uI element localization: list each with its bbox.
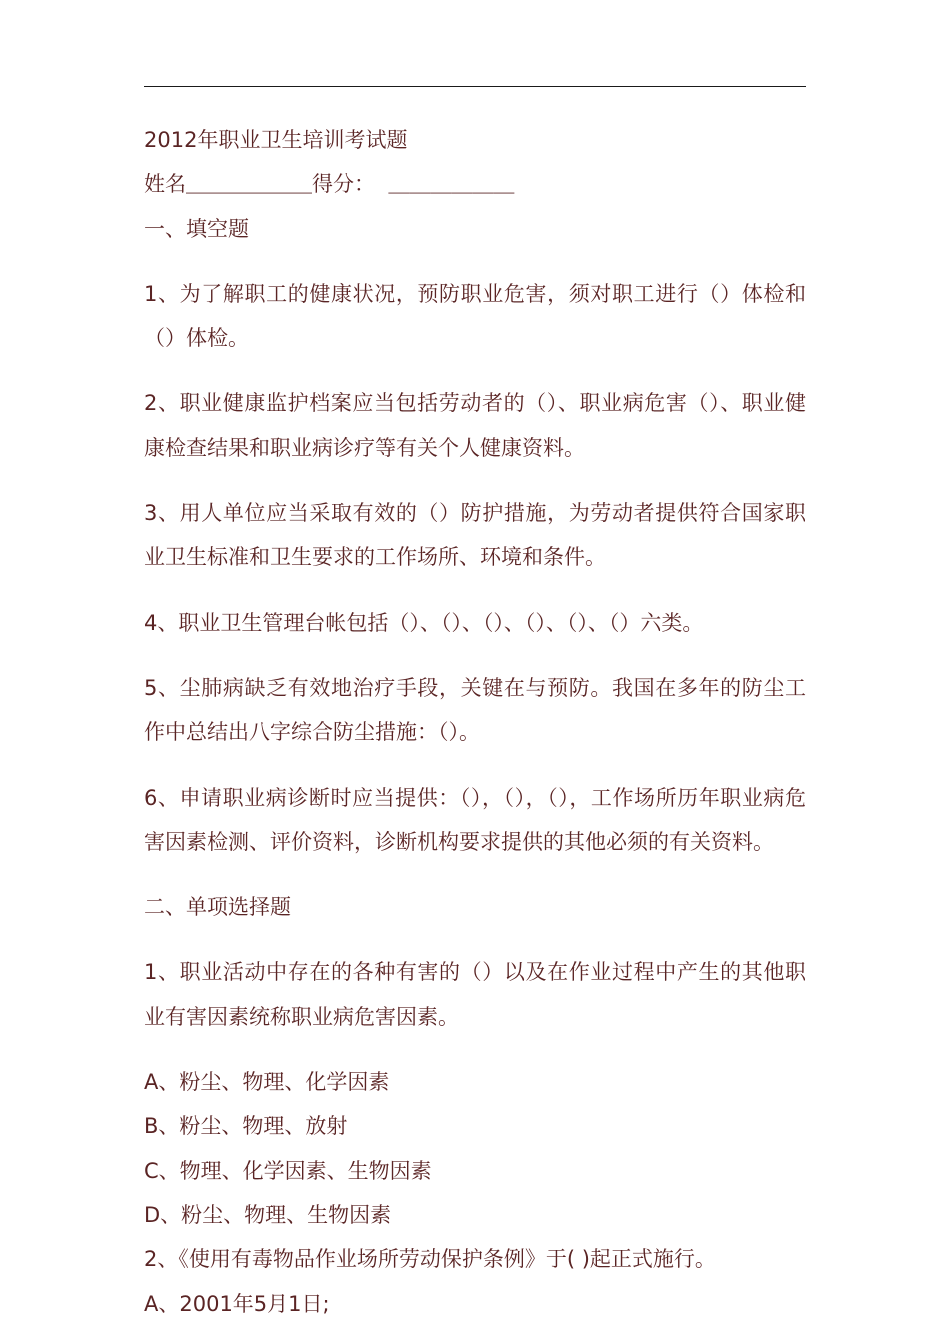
fill-blank-question-6: 6、申请职业病诊断时应当提供：（），（），（），工作场所历年职业病危害因素检测、评价资料，诊断机构要求提供的其他必须的有关资料。 — [144, 785, 806, 854]
choice-question-1-option-a: A、粉尘、物理、化学因素 — [144, 1070, 390, 1095]
page-title: 2012年职业卫生培训考试题 — [144, 128, 408, 152]
fill-blank-question-4: 4、职业卫生管理台帐包括（）、（）、（）、（）、（）、（）六类。 — [144, 610, 704, 635]
section-heading-single-choice: 二、单项选择题 — [144, 895, 291, 920]
choice-question-2: 2、《使用有毒物品作业场所劳动保护条例》于( )起正式施行。 — [144, 1247, 716, 1272]
name-score-line: 姓名＿＿＿＿＿＿得分： ＿＿＿＿＿＿ — [144, 172, 515, 197]
choice-question-1: 1、职业活动中存在的各种有害的（）以及在作业过程中产生的其他职业有害因素统称职业病危害因素。 — [144, 960, 806, 1029]
choice-question-1-option-d: D、粉尘、物理、生物因素 — [144, 1202, 392, 1227]
header-rule — [144, 86, 806, 87]
document-body — [144, 118, 806, 1326]
fill-blank-question-2: 2、职业健康监护档案应当包括劳动者的（）、职业病危害（）、职业健康检查结果和职业病诊疗等有关个人健康资料。 — [144, 391, 806, 460]
section-heading-fill-blank: 一、填空题 — [144, 216, 249, 241]
choice-question-1-option-c: C、物理、化学因素、生物因素 — [144, 1158, 432, 1183]
fill-blank-question-3: 3、用人单位应当采取有效的（）防护措施，为劳动者提供符合国家职业卫生标准和卫生要求的工作场所、环境和条件。 — [144, 501, 806, 570]
fill-blank-question-1: 1、为了解职工的健康状况，预防职业危害，须对职工进行（）体检和（）体检。 — [144, 281, 806, 351]
choice-question-1-option-b: B、粉尘、物理、放射 — [144, 1114, 348, 1139]
fill-blank-question-5: 5、尘肺病缺乏有效地治疗手段，关键在与预防。我国在多年的防尘工作中总结出八字综合防尘措施：（）。 — [144, 675, 806, 745]
choice-question-2-option-a: A、2001年5月1日; — [144, 1291, 330, 1316]
